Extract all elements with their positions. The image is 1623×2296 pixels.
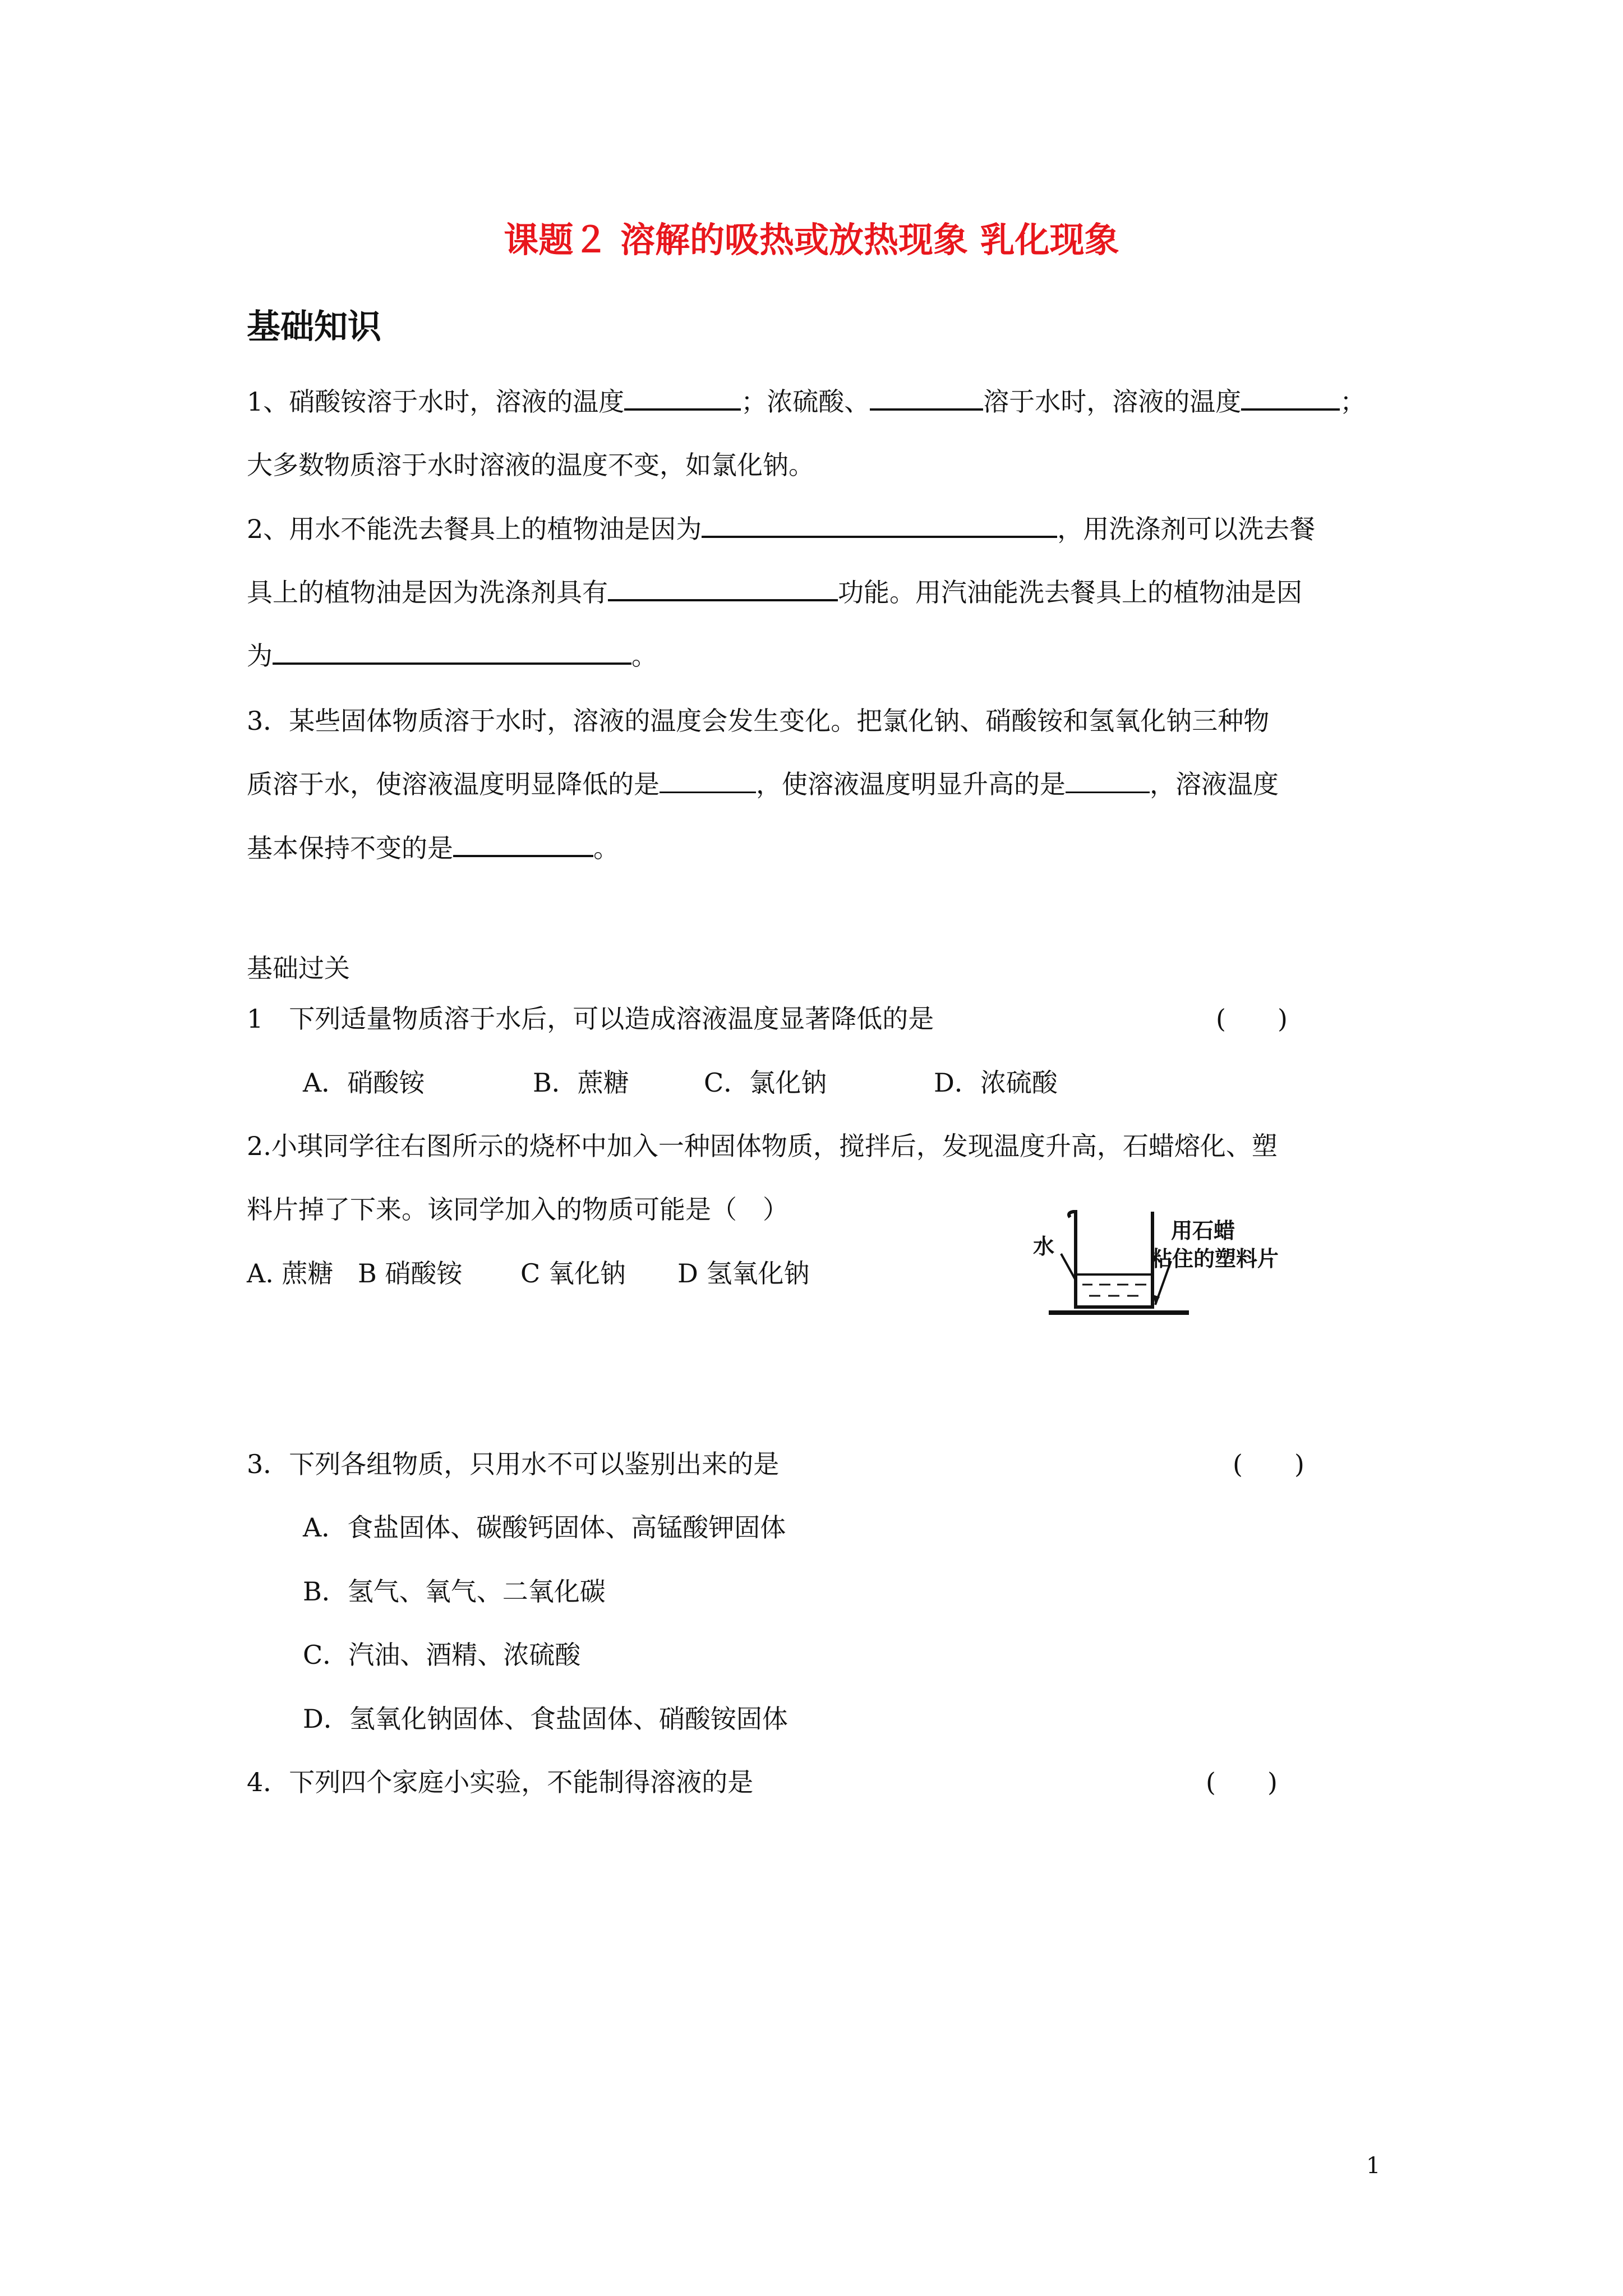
figure-label-water: 水 (1033, 1234, 1055, 1259)
answer-blank[interactable] (453, 850, 593, 857)
figure-label-wax: 用石蜡 (1171, 1218, 1235, 1243)
question-2-line-2 (247, 576, 1302, 609)
answer-blank[interactable] (660, 787, 756, 793)
pass-question-3-stem: 3．下列各组物质，只用水不可以鉴别出来的是 (247, 1449, 780, 1479)
answer-parentheses[interactable]: ( ) (1233, 1449, 1304, 1479)
pass-question-1-option-d[interactable]: D．浓硫酸 (934, 1068, 1058, 1098)
section-heading-pass: 基础过关 (247, 953, 350, 983)
question-2-line-1 (247, 512, 1315, 546)
question-1-line-2: 大多数物质溶于水时溶液的温度不变，如氯化钠。 (247, 450, 814, 480)
question-1-text-a: 1、硝酸铵溶于水时，溶液的温度 (247, 386, 625, 417)
question-3-line-1: 3．某些固体物质溶于水时，溶液的温度会发生变化。把氯化钠、硝酸铵和氢氧化钠三种物 (247, 706, 1270, 736)
pass-question-2-option-a[interactable]: A. 蔗糖 (247, 1258, 334, 1289)
question-2-text-b: ，用洗涤剂可以洗去餐 (1057, 514, 1316, 544)
pass-question-2-line-2: 料片掉了下来。该同学加入的物质可能是（ ） (247, 1194, 789, 1225)
question-2-text-d: 功能。用汽油能洗去餐具上的植物油是因 (838, 577, 1302, 608)
page-title: 课题２ 溶解的吸热或放热现象 乳化现象 (504, 219, 1119, 260)
question-3-line-3 (247, 831, 619, 865)
answer-blank[interactable] (624, 404, 741, 411)
question-3-text-e: 。 (593, 833, 619, 863)
question-3-text-c: ，溶液温度 (1150, 769, 1279, 799)
answer-parentheses[interactable]: ( ) (1206, 1767, 1278, 1797)
question-3-text-a: 质溶于水，使溶液温度明显降低的是 (247, 769, 660, 799)
question-1-text-b: ；浓硫酸、 (741, 386, 870, 417)
answer-blank[interactable] (1066, 787, 1150, 793)
pass-question-3-option-a[interactable]: A．食盐固体、碳酸钙固体、高锰酸钾固体 (303, 1512, 786, 1543)
question-2-text-c: 具上的植物油是因为洗涤剂具有 (247, 577, 608, 608)
figure-label-plastic: 粘住的塑料片 (1151, 1246, 1279, 1271)
pass-question-1-stem: 1 下列适量物质溶于水后，可以造成溶液温度显著降低的是 (247, 1004, 934, 1034)
question-2-text-e: 为 (247, 641, 273, 671)
pass-question-2-option-c[interactable]: C 氧化钠 (520, 1258, 626, 1289)
answer-blank[interactable] (702, 531, 1057, 538)
answer-blank[interactable] (870, 404, 983, 411)
pass-question-1-option-b[interactable]: B．蔗糖 (533, 1068, 629, 1098)
pass-question-1-option-c[interactable]: C．氯化钠 (704, 1068, 827, 1098)
answer-blank[interactable] (1241, 404, 1340, 411)
pass-question-4-stem: 4．下列四个家庭小实验，不能制得溶液的是 (247, 1767, 754, 1797)
pass-question-2-option-d[interactable]: D 氢氧化钠 (677, 1258, 810, 1289)
page-number: 1 (1366, 2153, 1381, 2179)
question-3-line-2 (247, 767, 1279, 801)
question-3-text-b: ，使溶液温度明显升高的是 (756, 769, 1066, 799)
pass-question-3-option-b[interactable]: B．氢气、氧气、二氧化碳 (303, 1576, 606, 1607)
question-1-text-d: ； (1340, 386, 1366, 417)
answer-blank[interactable] (608, 595, 838, 601)
answer-parentheses[interactable]: ( ) (1216, 1004, 1288, 1034)
answer-blank[interactable] (273, 658, 631, 665)
beaker-figure (1026, 1195, 1295, 1324)
pass-question-2-line-1: 2.小琪同学往右图所示的烧杯中加入一种固体物质，搅拌后，发现温度升高，石蜡熔化、塑 (247, 1131, 1278, 1161)
question-2-text-a: 2、用水不能洗去餐具上的植物油是因为 (247, 514, 702, 544)
question-3-text-d: 基本保持不变的是 (247, 833, 453, 863)
pass-question-2-option-b[interactable]: B 硝酸铵 (358, 1258, 463, 1289)
pass-question-1-option-a[interactable]: A．硝酸铵 (303, 1068, 425, 1098)
question-1-line-1 (247, 385, 1366, 418)
question-2-line-3 (247, 639, 657, 673)
pass-question-3-option-d[interactable]: D．氢氧化钠固体、食盐固体、硝酸铵固体 (303, 1704, 788, 1734)
question-2-text-f: 。 (631, 641, 657, 671)
question-1-text-c: 溶于水时，溶液的温度 (983, 386, 1242, 417)
section-heading-basic: 基础知识 (247, 307, 381, 347)
pass-question-3-option-c[interactable]: C．汽油、酒精、浓硫酸 (303, 1640, 581, 1670)
